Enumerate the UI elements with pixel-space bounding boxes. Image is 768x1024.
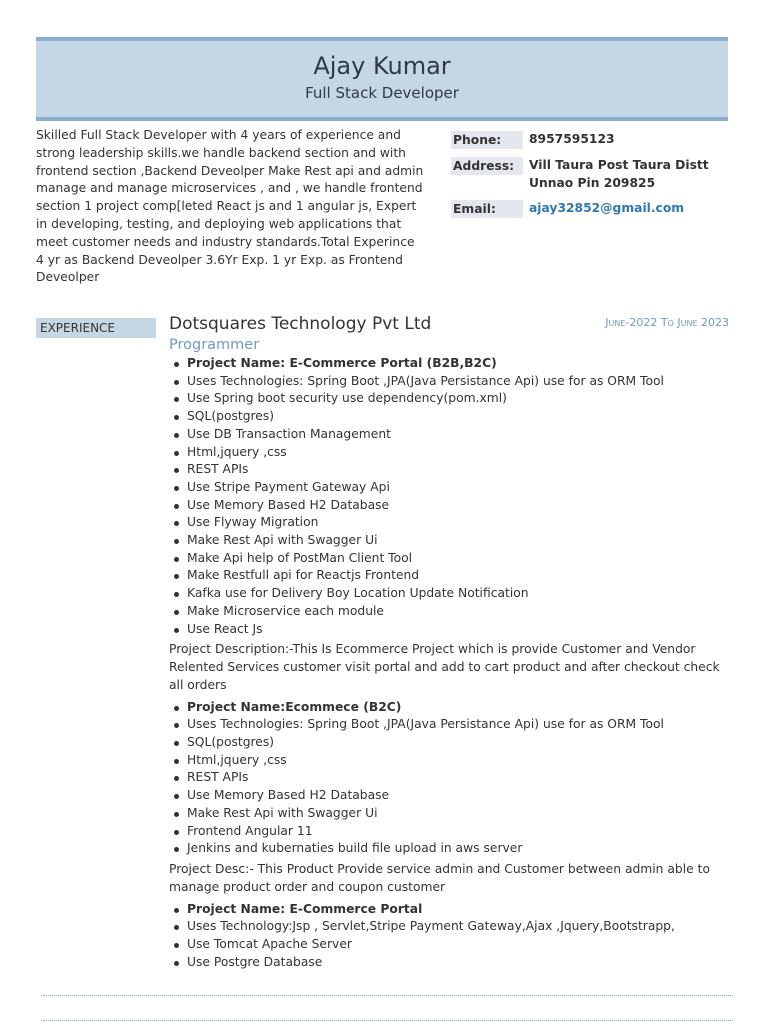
list-item: Project Name: E-Commerce Portal (B2B,B2C) <box>187 355 729 373</box>
profile-summary: Skilled Full Stack Developer with 4 years of experience and strong leadership skills.we handle backend section and with frontend section ,Backend Deveolper Make Rest api and admin manage and manage microservices , and , we handle frontend section 1 project comp[leted React js and 1 angular js, Expert in developing, testing, and deploying web applications that meet customer needs and industry standards.Total Experince 4 yr as Backend Deveolper 3.6Yr Exp. 1 yr Exp. as Frontend Deveolper <box>36 128 424 285</box>
list-item: Use React Js <box>187 621 729 639</box>
list-item: Use DB Transaction Management <box>187 426 729 444</box>
candidate-name: Ajay Kumar <box>313 52 451 80</box>
email-link[interactable]: ajay32852@gmail.com <box>529 201 685 216</box>
list-item: Use Tomcat Apache Server <box>187 936 729 954</box>
list-item: Use Postgre Database <box>187 954 729 972</box>
contact-email-row <box>451 200 741 218</box>
list-item: Kafka use for Delivery Boy Location Update Notification <box>187 585 729 603</box>
project1-description: Project Description:-This Is Ecommerce Project which is provide Customer and Vendor Relented Services customer visit portal and add to cart product and after checkout check all orders <box>169 642 720 692</box>
list-item: REST APIs <box>187 769 729 787</box>
phone-value: 8957595123 <box>529 132 615 146</box>
list-item: Use Flyway Migration <box>187 514 729 532</box>
list-item: SQL(postgres) <box>187 408 729 426</box>
list-item: Make Api help of PostMan Client Tool <box>187 550 729 568</box>
resume-header <box>36 37 728 121</box>
list-item: SQL(postgres) <box>187 734 729 752</box>
list-item: Use Spring boot security use dependency(pom.xml) <box>187 390 729 408</box>
contact-phone-row <box>451 131 741 149</box>
list-item: Project Name:Ecommece (B2C) <box>187 699 729 717</box>
section-divider <box>43 995 733 996</box>
job-role: Programmer <box>169 337 260 353</box>
company-name: Dotsquares Technology Pvt Ltd <box>169 314 432 334</box>
list-item: Uses Technologies: Spring Boot ,JPA(Java Persistance Api) use for as ORM Tool <box>187 716 729 734</box>
list-item: Html,jquery ,css <box>187 444 729 462</box>
list-item: Jenkins and kubernaties build file upload in aws server <box>187 840 729 858</box>
list-item: Frontend Angular 11 <box>187 823 729 841</box>
list-item: Make Restfull api for Reactjs Frontend <box>187 567 729 585</box>
list-item: Use Stripe Payment Gateway Api <box>187 479 729 497</box>
list-item: REST APIs <box>187 461 729 479</box>
list-item: Make Rest Api with Swagger Ui <box>187 805 729 823</box>
list-item: Use Memory Based H2 Database <box>187 497 729 515</box>
list-item: Uses Technologies: Spring Boot ,JPA(Java Persistance Api) use for as ORM Tool <box>187 373 729 391</box>
employment-dates: June-2022 To June 2023 <box>605 316 729 329</box>
project1-list <box>169 355 729 638</box>
list-item: Uses Technology:Jsp , Servlet,Stripe Payment Gateway,Ajax ,Jquery,Bootstrapp, <box>187 918 729 936</box>
candidate-title: Full Stack Developer <box>305 84 459 102</box>
email-label: Email: <box>451 200 523 218</box>
contact-info <box>451 131 741 226</box>
section-divider <box>43 1020 733 1021</box>
list-item: Use Memory Based H2 Database <box>187 787 729 805</box>
phone-label: Phone: <box>451 131 523 149</box>
contact-address-row <box>451 157 741 192</box>
list-item: Html,jquery ,css <box>187 752 729 770</box>
address-label: Address: <box>451 157 523 175</box>
project2-description: Project Desc:- This Product Provide service admin and Customer between admin able to manage product order and coupon customer <box>169 861 710 894</box>
address-value: Vill Taura Post Taura Distt Unnao Pin 209825 <box>529 158 709 190</box>
list-item: Make Microservice each module <box>187 603 729 621</box>
list-item: Project Name: E-Commerce Portal <box>187 901 729 919</box>
project2-list <box>169 699 729 858</box>
experience-section-label: EXPERIENCE <box>36 318 156 338</box>
experience-entry <box>169 313 729 971</box>
list-item: Make Rest Api with Swagger Ui <box>187 532 729 550</box>
project3-list <box>169 901 729 972</box>
